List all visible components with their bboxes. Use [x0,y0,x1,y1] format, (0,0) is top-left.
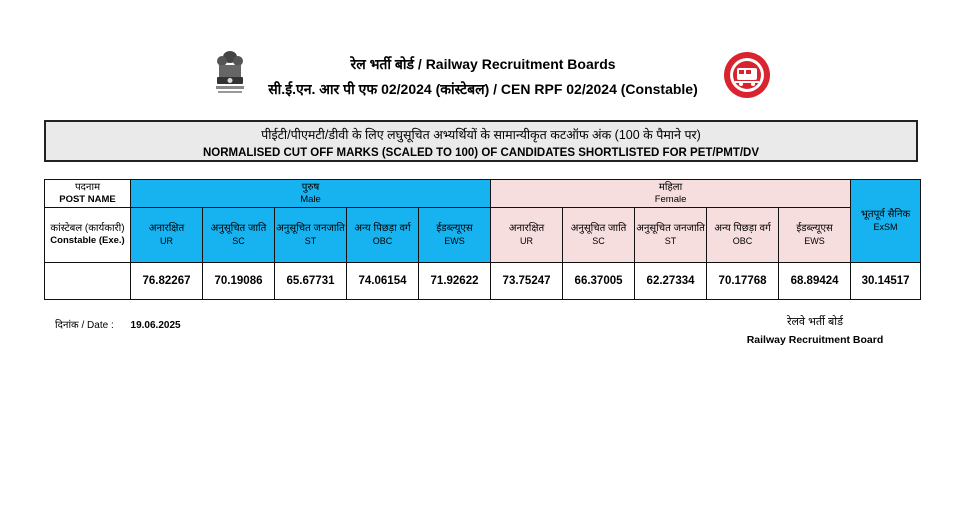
male-group-header: पुरुष Male [131,180,491,208]
signatory [730,314,900,346]
post-name-cell: कांस्टेबल (कार्यकारी) Constable (Exe.) [45,208,131,263]
male-ur-header: अनारक्षित UR [131,208,203,263]
table-header-row-categories [45,208,921,263]
post-name-header: पदनाम POST NAME [45,180,131,208]
male-obc-value: 74.06154 [347,263,419,300]
male-ews-header: ईडब्ल्यूएस EWS [419,208,491,263]
male-st-header: अनुसूचित जनजाति ST [275,208,347,263]
signatory-hindi: रेलवे भर्ती बोर्ड [786,316,844,328]
female-obc-header: अन्य पिछड़ा वर्ग OBC [707,208,779,263]
female-ews-value: 68.89424 [779,263,851,300]
header-title-line1: रेल भर्ती बोर्ड / Railway Recruitment Boards [350,56,616,72]
male-ews-value: 71.92622 [419,263,491,300]
date-label: दिनांक / Date : [55,320,114,331]
table-row [45,263,921,300]
title-hindi: पीईटी/पीएमटी/डीवी के लिए लघुसूचित अभ्यर्थियों के सामान्यीकृत कटऑफ अंक (100 के पैमाने पर) [261,128,701,142]
railway-board-logo-icon [722,50,772,100]
female-obc-value: 70.17768 [707,263,779,300]
male-ur-value: 76.82267 [131,263,203,300]
female-st-header: अनुसूचित जनजाति ST [635,208,707,263]
date-value: 19.06.2025 [130,320,181,331]
header-title-line2: सी.ई.एन. आर पी एफ 02/2024 (कांस्टेबल) / CEN RPF 02/2024 (Constable) [268,81,698,97]
male-st-value: 65.67731 [275,263,347,300]
signatory-english: Railway Recruitment Board [746,334,884,346]
female-sc-header: अनुसूचित जाति SC [563,208,635,263]
female-ews-header: ईडब्ल्यूएस EWS [779,208,851,263]
cutoff-marks-table [44,179,921,300]
exsm-header: भूतपूर्व सैनिक ExSM [851,180,921,263]
table-header-row-group [45,180,921,208]
male-sc-value: 70.19086 [203,263,275,300]
title-english: NORMALISED CUT OFF MARKS (SCALED TO 100) OF CANDIDATES SHORTLISTED FOR PET/PMT/DV [202,147,760,159]
male-sc-header: अनुसूचित जाति SC [203,208,275,263]
date-line [55,317,181,331]
male-obc-header: अन्य पिछड़ा वर्ग OBC [347,208,419,263]
female-st-value: 62.27334 [635,263,707,300]
exsm-value: 30.14517 [851,263,921,300]
female-sc-value: 66.37005 [563,263,635,300]
female-ur-value: 73.75247 [491,263,563,300]
post-name-empty-cell [45,263,131,300]
female-ur-header: अनारक्षित UR [491,208,563,263]
female-group-header: महिला Female [491,180,851,208]
title-box [44,120,918,162]
